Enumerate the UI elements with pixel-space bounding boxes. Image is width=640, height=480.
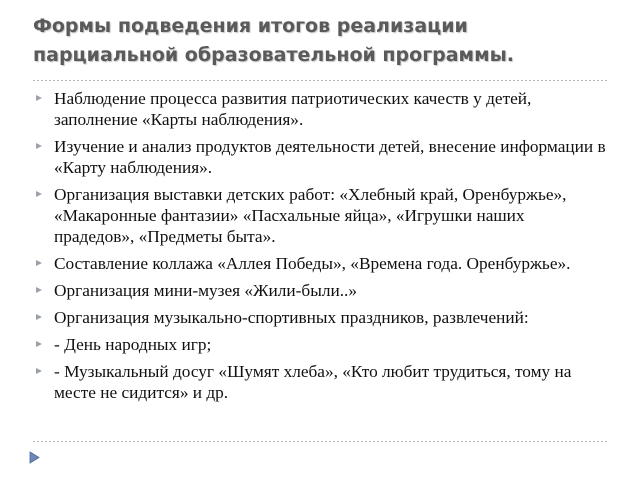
bullet-item bbox=[36, 361, 606, 403]
triangle-bullet-icon bbox=[36, 287, 42, 293]
bullet-item bbox=[36, 184, 606, 247]
bullet-item bbox=[36, 307, 606, 328]
bullet-item bbox=[36, 253, 606, 274]
bullet-list bbox=[36, 88, 606, 409]
bullet-text: Организация музыкально-спортивных праздников, развлечений: bbox=[54, 308, 529, 327]
slide-title bbox=[33, 12, 613, 70]
triangle-bullet-icon bbox=[36, 341, 42, 347]
footer-divider bbox=[33, 441, 607, 442]
bullet-item bbox=[36, 136, 606, 178]
bullet-text: Наблюдение процесса развития патриотических качеств у детей, заполнение «Карты наблюдения». bbox=[54, 89, 532, 129]
bullet-item bbox=[36, 280, 606, 301]
bullet-item bbox=[36, 334, 606, 355]
triangle-bullet-icon bbox=[36, 191, 42, 197]
bullet-text: - День народных игр; bbox=[54, 335, 212, 354]
slide-title-line-2: парциальной образовательной программы. bbox=[33, 44, 515, 66]
bullet-item bbox=[36, 88, 606, 130]
title-divider bbox=[33, 80, 607, 81]
bullet-text: - Музыкальный досуг «Шумят хлеба», «Кто любит трудиться, тому на месте не сидится» и др. bbox=[54, 362, 572, 402]
bullet-text: Изучение и анализ продуктов деятельности детей, внесение информации в «Карту наблюдения». bbox=[54, 137, 606, 177]
triangle-bullet-icon bbox=[36, 368, 42, 374]
triangle-bullet-icon bbox=[36, 143, 42, 149]
slide-title-line-1: Формы подведения итогов реализации bbox=[33, 15, 468, 37]
bullet-text: Организация выставки детских работ: «Хлебный край, Оренбуржье», «Макаронные фантазии» «Пасхальные яйца», «Игрушки наших прадедов», «Предметы быта». bbox=[54, 185, 567, 246]
bullet-text: Организация мини-музея «Жили-были..» bbox=[54, 281, 357, 300]
corner-triangle-icon bbox=[29, 451, 40, 464]
bullet-text: Составление коллажа «Аллея Победы», «Времена года. Оренбуржье». bbox=[54, 254, 571, 273]
triangle-bullet-icon bbox=[36, 95, 42, 101]
triangle-bullet-icon bbox=[36, 314, 42, 320]
triangle-bullet-icon bbox=[36, 260, 42, 266]
